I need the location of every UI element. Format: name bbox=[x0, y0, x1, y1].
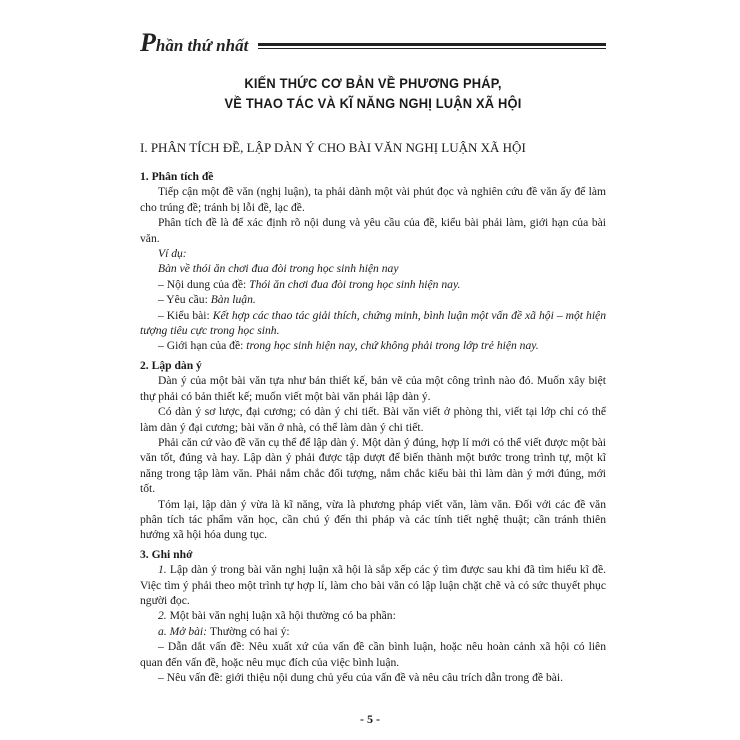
body-text bbox=[140, 165, 606, 685]
paragraph: Phân tích đề là để xác định rõ nội dung và yêu cầu của đề, kiểu bài phải làm, giới hạn của bài văn. bbox=[140, 216, 606, 245]
example-label: Ví dụ: bbox=[158, 247, 187, 261]
paragraph: a. Mở bài: Thường có hai ý: bbox=[158, 624, 290, 638]
running-head bbox=[140, 28, 606, 58]
subsection-title-1: 1. Phân tích đề bbox=[140, 170, 214, 183]
subsection-title-2: 2. Lập dàn ý bbox=[140, 358, 202, 372]
subsection-title-3: 3. Ghi nhớ bbox=[140, 547, 193, 561]
paragraph: 1. Lập dàn ý trong bài văn nghị luận xã hội là sắp xếp các ý tìm được sau khi đã tìm hiểu kĩ đề. Việc tìm ý phải theo một trình tự hợp lí, làm cho bài văn có lập luận chặt chẽ và có sức thuyết phục người đọc. bbox=[140, 563, 606, 607]
chapter-title-line-1: KIẾN THỨC CƠ BẢN VỀ PHƯƠNG PHÁP, bbox=[244, 75, 502, 91]
example-topic: Bàn về thói ăn chơi đua đòi trong học sinh hiện nay bbox=[158, 262, 399, 276]
paragraph: Phải căn cứ vào đề văn cụ thể để lập dàn ý. Một dàn ý đúng, hợp lí mới có thể viết được một bài văn tốt, đúng và hay. Lập dàn ý phải được tập dượt để biến thành một bước trong trình tự, một kĩ năng trong tập làm văn. Phải nắm chắc đối tượng, nắm chắc kiểu bài thì làm dàn ý mới đúng, mới tốt. bbox=[140, 435, 606, 496]
list-item: – Nội dung của đề: Thói ăn chơi đua đòi trong học sinh hiện nay. bbox=[158, 277, 461, 291]
paragraph: – Dẫn dắt vấn đề: Nêu xuất xứ của vấn đề cần bình luận, hoặc nêu hoàn cảnh xã hội có liên quan đến vấn đề, hoặc nêu mục đích của việc bình luận. bbox=[140, 640, 606, 669]
running-head-rule-thin bbox=[258, 48, 606, 49]
list-item: – Yêu cầu: Bàn luận. bbox=[158, 293, 256, 307]
paragraph: Có dàn ý sơ lược, đại cương; có dàn ý chi tiết. Bài văn viết ở phòng thi, viết tại lớp chỉ có thể làm dàn ý đại cương; bài văn ở nhà, có thể làm dàn ý chi tiết. bbox=[140, 405, 606, 434]
paragraph: Tóm lại, lập dàn ý vừa là kĩ năng, vừa là phương pháp viết văn, làm văn. Đối với các đề văn phân tích tác phẩm văn học, cần chú ý đến thi pháp và các tính tiết nghệ thuật; cần tránh thiên hướng xã hội hóa dung tục. bbox=[140, 497, 606, 542]
chapter-title-line-2: VỀ THAO TÁC VÀ KĨ NĂNG NGHỊ LUẬN XÃ HỘI bbox=[224, 95, 522, 111]
paragraph: 2. Một bài văn nghị luận xã hội thường có ba phần: bbox=[158, 609, 396, 623]
running-head-rule bbox=[258, 43, 606, 46]
section-heading: I. PHÂN TÍCH ĐỀ, LẬP DÀN Ý CHO BÀI VĂN NGHỊ LUẬN XÃ HỘI bbox=[140, 140, 526, 155]
page-number: - 5 - bbox=[360, 712, 380, 726]
list-item: – Giới hạn của đề: trong học sinh hiện nay, chứ không phải trong lớp trẻ hiện nay. bbox=[158, 339, 539, 353]
list-item: – Kiểu bài: Kết hợp các thao tác giải thích, chứng minh, bình luận một vấn đề xã hội – một hiện tượng tiêu cực trong học sinh. bbox=[140, 308, 606, 338]
running-head-text: Phần thứ nhất bbox=[140, 28, 249, 57]
paragraph: Dàn ý của một bài văn tựa như bản thiết kế, bản vẽ của một công trình nào đó. Muốn xây biệt thự phải có bản thiết kế; muốn viết một bài văn phải lập dàn ý. bbox=[140, 374, 606, 403]
paragraph: Tiếp cận một đề văn (nghị luận), ta phải dành một vài phút đọc và nghiên cứu đề văn ấy để làm cho trúng đề; tránh bị lỗi đề, lạc đề. bbox=[140, 185, 606, 214]
paragraph: – Nêu vấn đề: giới thiệu nội dung chủ yếu của vấn đề và nêu câu trích dẫn trong đề bài. bbox=[158, 671, 564, 684]
